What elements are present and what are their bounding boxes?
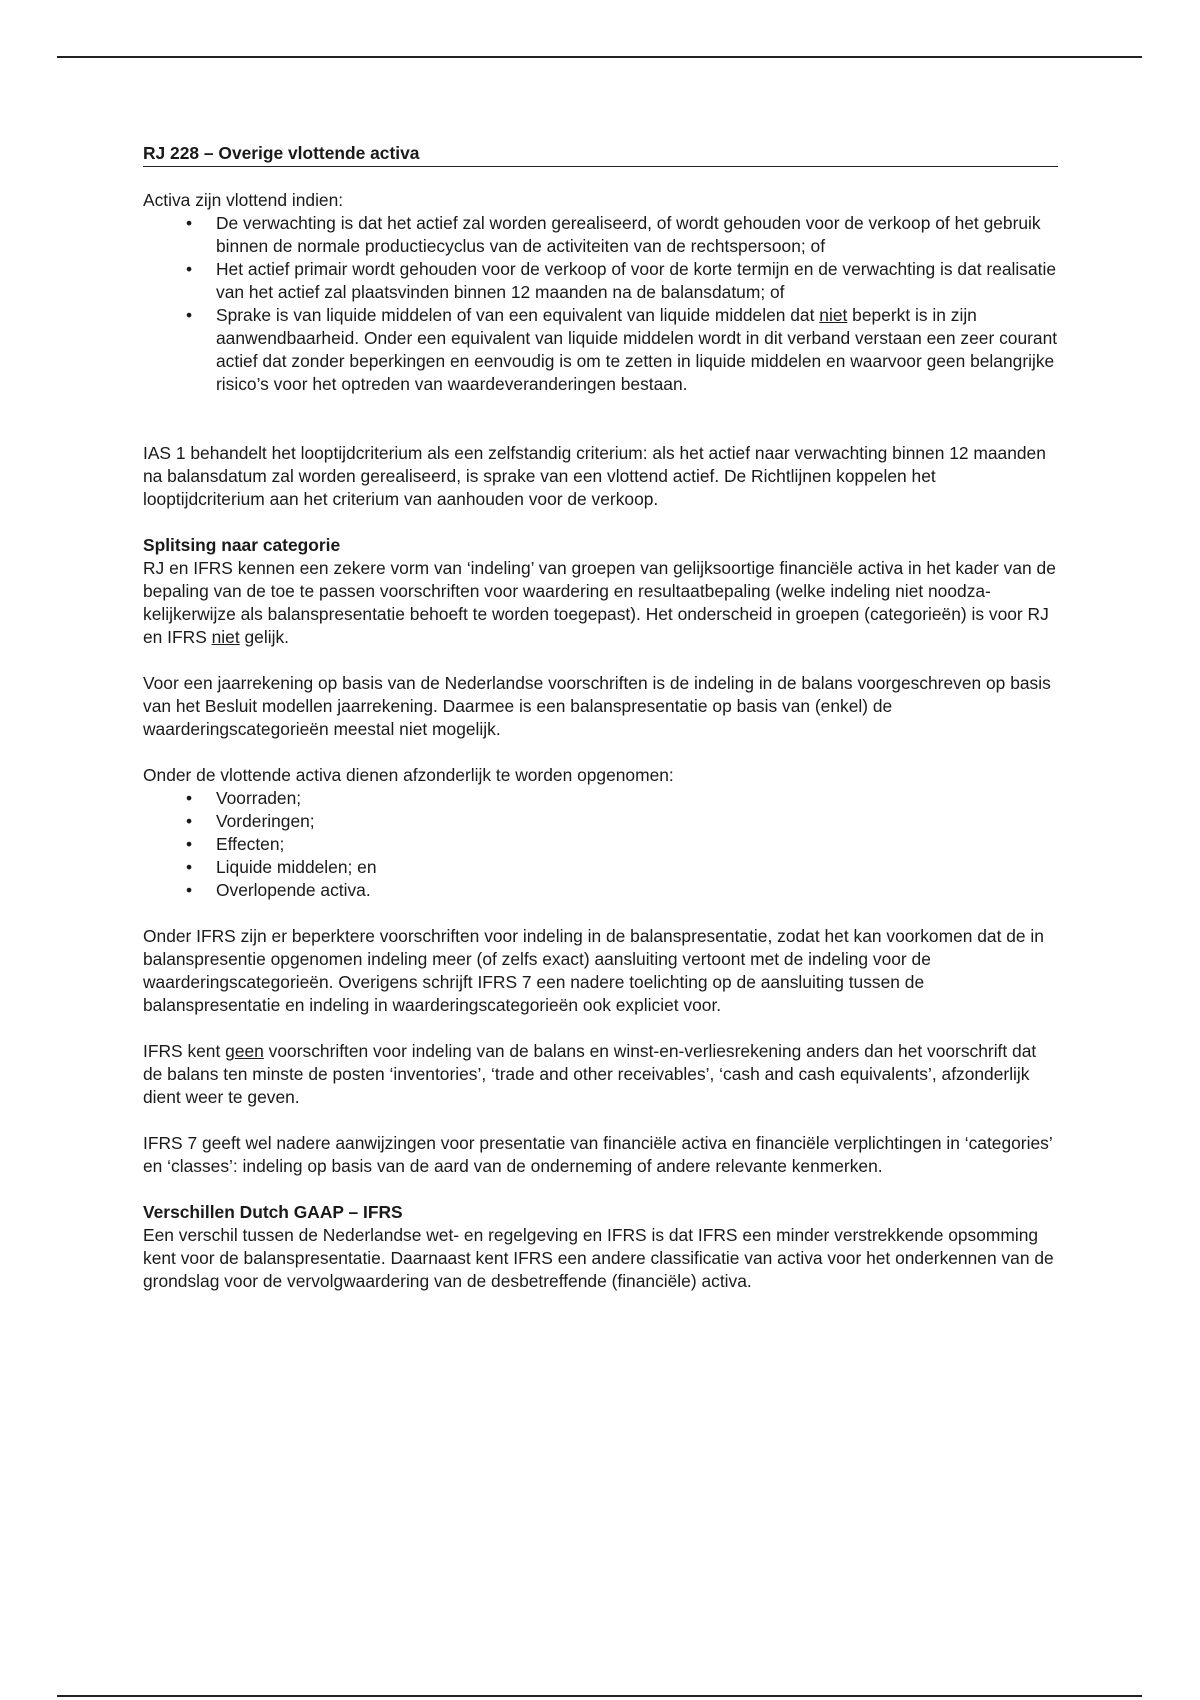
text-pre: IFRS kent [143, 1041, 226, 1061]
underlined-word: niet [819, 305, 848, 325]
list-item-text: Voorraden; [216, 788, 302, 808]
list-item [143, 879, 1058, 902]
criteria-list [143, 212, 1058, 396]
bullet-icon: • [185, 305, 193, 325]
document-body [143, 142, 1058, 1293]
list-item-text: De verwachting is dat het actief zal worden gerealiseerd, of wordt gehouden voor de verkoop of het gebruik binnen de normale productiecyclus van de activiteiten van de rechtspersoon; of [216, 213, 1041, 256]
list-item [143, 856, 1058, 879]
list-item-text: Het actief primair wordt gehouden voor de verkoop of voor de korte termijn en de verwachting is dat realisatie van het actief zal plaatsvinden binnen 12 maanden na de balansdatum; of [216, 259, 1057, 302]
list-item-text-pre: Sprake is van liquide middelen of van een equivalent van liquide middelen dat [216, 305, 820, 325]
list-item [143, 810, 1058, 833]
list-item-text: Overlopende activa. [216, 880, 371, 900]
intro-text: Activa zijn vlottend indien: [143, 190, 344, 210]
bullet-icon: • [185, 834, 193, 854]
activa-list [143, 787, 1058, 902]
text-post: voorschriften voor indeling van de balans en winst-en-verliesrekening anders dan het voorschrift dat de balans ten minste de posten ‘inventories’, ‘trade and other receivables’, ‘cash and cash equivalents’, afzonderlijk dient weer te geven. [143, 1041, 1037, 1107]
underlined-word: niet [211, 627, 240, 647]
text-pre: RJ en IFRS kennen een zekere vorm van ‘indeling’ van groepen van gelijksoortige financiële activa in het kader van de bepaling van de toe te passen voorschriften voor waardering en resultaatbepaling (welke indeling niet noodza-kelijkerwijze als balanspresentatie behoeft te worden toegepast). Het onderscheid in groepen (categorieën) is voor RJ en IFRS [143, 558, 1056, 647]
page-title: RJ 228 – Overige vlottende activa [143, 142, 1058, 167]
heading-splitsing: Splitsing naar categorie [143, 535, 341, 555]
paragraph-verschillen: Een verschil tussen de Nederlandse wet- en regelgeving en IFRS is dat IFRS een minder verstrekkende opsomming kent voor de balanspresentatie. Daarnaast kent IFRS een andere classificatie van activa voor het onderkennen van de grondslag voor de vervolgwaardering van de desbetreffende (financiële) activa. [143, 1225, 1054, 1291]
paragraph-ifrs-beperkt: Onder IFRS zijn er beperktere voorschriften voor indeling in de balanspresentatie, zodat het kan voorkomen dat de in balanspresentie opgenomen indeling meer (of zelfs exact) aansluiting vertoont met de indeling voor de waarderingscategorieën. Overigens schrijft IFRS 7 een nadere toelichting op de aansluiting tussen de balanspresentatie en indeling in waarderingscategorieën ook expliciet voor. [143, 926, 1044, 1015]
paragraph-onder: Onder de vlottende activa dienen afzonderlijk te worden opgenomen: [143, 765, 674, 785]
list-item-text: Vorderingen; [216, 811, 315, 831]
paragraph-ifrs7: IFRS 7 geeft wel nadere aanwijzingen voor presentatie van financiële activa en financiële verplichtingen in ‘categories’ en ‘classes’: indeling op basis van de aard van de onderneming of andere relevante kenmerken. [143, 1133, 1053, 1176]
bullet-icon: • [185, 213, 193, 233]
header-rule [57, 56, 1142, 58]
paragraph-nederlandse: Voor een jaarrekening op basis van de Nederlandse voorschriften is de indeling in de balans voorgeschreven op basis van het Besluit modellen jaarrekening. Daarmee is een balanspresentatie op basis van (enkel) de waarderingscategorieën meestal niet mogelijk. [143, 673, 1051, 739]
paragraph-ias1: IAS 1 behandelt het looptijdcriterium als een zelfstandig criterium: als het actief naar verwachting binnen 12 maanden na balansdatum zal worden gerealiseerd, is sprake van een vlottend actief. De Richtlijnen koppelen het looptijdcriterium aan het criterium van aanhouden voor de verkoop. [143, 443, 1046, 509]
list-item [143, 787, 1058, 810]
bullet-icon: • [185, 788, 193, 808]
list-item [143, 258, 1058, 304]
list-item [143, 212, 1058, 258]
heading-verschillen: Verschillen Dutch GAAP – IFRS [143, 1202, 403, 1222]
paragraph-ifrs-geen [143, 1040, 1058, 1109]
list-item [143, 833, 1058, 856]
text-post: gelijk. [239, 627, 289, 647]
list-item-text: Liquide middelen; en [216, 857, 377, 877]
bullet-icon: • [185, 811, 193, 831]
bullet-icon: • [185, 880, 193, 900]
list-item [143, 304, 1058, 396]
list-item-text: Effecten; [216, 834, 285, 854]
bullet-icon: • [185, 857, 193, 877]
footer-rule [57, 1695, 1142, 1697]
bullet-icon: • [185, 259, 193, 279]
list-item-text-post: beperkt is in zijn aanwendbaarheid. Onder een equivalent van liquide middelen wordt in dit verband verstaan een zeer courant actief dat zonder beperkingen en eenvoudig is om te zetten in liquide middelen en waarvoor geen belangrijke risico’s voor het optreden van waardeveranderingen bestaan. [216, 305, 1058, 394]
underlined-word: geen [225, 1041, 264, 1061]
paragraph-splitsing [143, 557, 1058, 649]
